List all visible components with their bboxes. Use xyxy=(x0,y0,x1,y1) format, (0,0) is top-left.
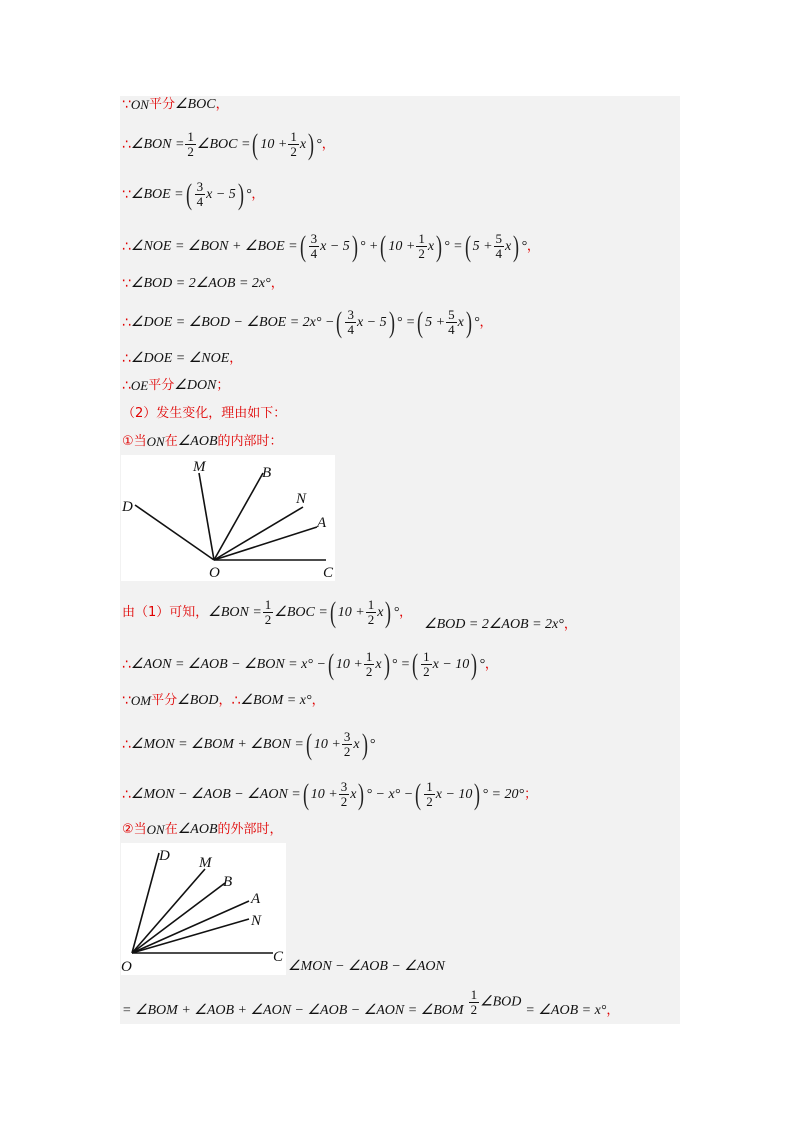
point-a-label: A xyxy=(317,515,327,531)
solution-line-6: ∴ ∠DOE = ∠BOD − ∠BOE = 2x° − ( $\frac{3}{4}$ x − 5 ) ° = ( 5 + $\frac{5}{4}$ x ) ° ， xyxy=(122,305,493,339)
case-1-heading: ①当 ON 在 ∠AOB 的内部时： xyxy=(122,434,283,449)
solution-line-14: ∴ ∠MON = ∠BOM + ∠BON = ( 10 + $\frac{3}{2}$ x ) ° xyxy=(122,727,376,761)
point-b-label: B xyxy=(262,465,272,481)
because-symbol: ∵ xyxy=(122,97,131,113)
solution-line-8: ∴ OE 平分 ∠DON ； xyxy=(122,378,230,394)
diagram-case-2 xyxy=(121,843,286,975)
solution-line-11: 由（1）可知， ∠BON = $\frac{1}{2}$ ∠BOC = ( 10 + $\frac{1}{2}$ x ) ° ， ∠BOD = 2∠AOB = 2x° ， xyxy=(122,595,577,632)
point-d-label: D xyxy=(159,848,170,864)
solution-line-2: ∴ ∠BON = $\frac{1}{2}$ ∠BOC = ( 10 + $\frac{1}{2}$ x ) ° ， xyxy=(122,127,335,161)
point-m-label: M xyxy=(199,855,212,871)
point-n-label: N xyxy=(251,913,262,929)
solution-line-4: ∴ ∠NOE = ∠BON + ∠BOE = ( $\frac{3}{4}$ x − 5 ) ° + ( 10 + $\frac{1}{2}$ x ) ° = ( 5 + $\frac{5}{4}$ x ) ° ， xyxy=(122,229,540,263)
point-m-label: M xyxy=(193,459,206,475)
part-2-heading: （2）发生变化，理由如下： xyxy=(122,406,287,421)
solution-line-13: ∵ OM 平分 ∠BOD ， ∴ ∠BOM = x° ， xyxy=(122,693,325,709)
point-d-label: D xyxy=(122,499,133,515)
solution-line-12: ∴ ∠AON = ∠AOB − ∠BON = x° − ( 10 + $\frac{1}{2}$ x ) ° = ( $\frac{1}{2}$ x − 10 ) ° ， xyxy=(122,647,498,681)
solution-line-3: ∵ ∠BOE = ( $\frac{3}{4}$ x − 5 ) ° ， xyxy=(122,177,265,211)
solution-line-5: ∵ ∠BOD = 2∠AOB = 2x° ， xyxy=(122,276,284,292)
point-c-label: C xyxy=(273,949,284,965)
solution-line-1: ∵ ON 平分 ∠BOC ， xyxy=(122,97,229,113)
solution-line-15: ∴ ∠MON − ∠AOB − ∠AON = ( 10 + $\frac{3}{2}$ x ) ° − x° − ( $\frac{1}{2}$ x − 10 ) ° = 20° ； xyxy=(122,777,538,811)
solution-line-18: = ∠BOM + ∠AOB + ∠AON − ∠AOB − ∠AON = ∠BOM $\frac{1}{2}$ ∠BOD = ∠AOB = x° ， xyxy=(122,987,620,1018)
solution-line-17: ∠MON − ∠AOB − ∠AON xyxy=(288,959,445,974)
solution-line-7: ∴ ∠DOE = ∠NOE ， xyxy=(122,351,243,367)
point-o-label: O xyxy=(209,565,220,581)
case-2-heading: ②当 ON 在 ∠AOB 的外部时， xyxy=(122,822,283,837)
point-n-label: N xyxy=(296,491,307,507)
point-b-label: B xyxy=(223,874,233,890)
point-o-label: O xyxy=(121,959,132,975)
diagram-case-1 xyxy=(121,455,335,581)
point-a-label: A xyxy=(251,891,261,907)
point-c-label: C xyxy=(323,565,334,581)
